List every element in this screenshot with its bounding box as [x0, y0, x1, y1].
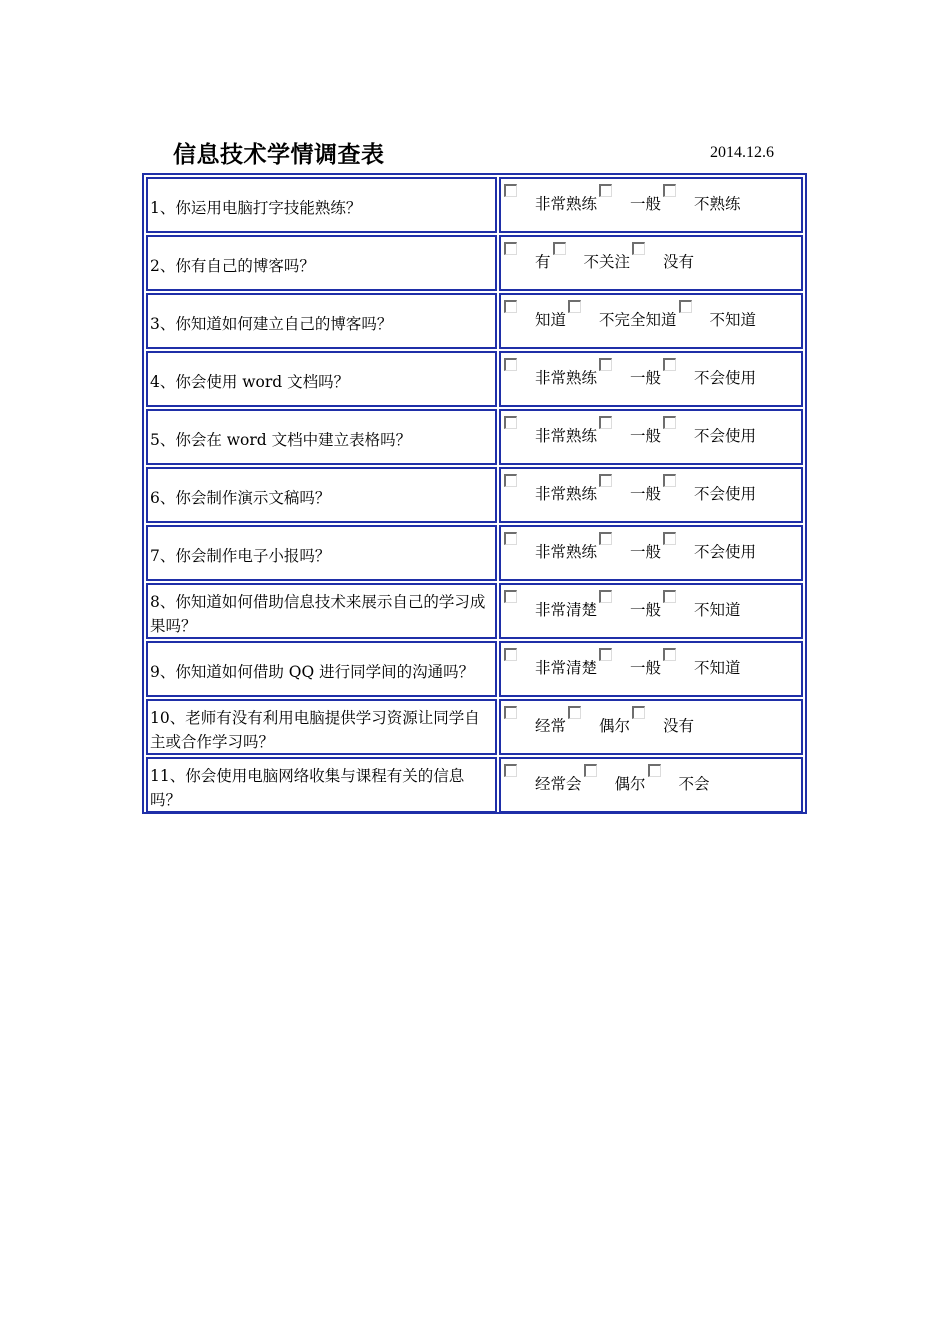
option-checkbox[interactable] [663, 416, 676, 429]
options-cell [499, 641, 803, 697]
option-checkbox[interactable] [599, 184, 612, 197]
options-cell [499, 351, 803, 407]
option-checkbox[interactable] [504, 648, 517, 661]
question-text: 1、你运用电脑打字技能熟练？ [150, 199, 362, 217]
options-cell [499, 467, 803, 523]
question-text: 6、你会制作演示文稿吗？ [150, 489, 331, 507]
question-cell [146, 525, 497, 581]
option-label: 一般 [630, 195, 662, 213]
option-label: 非常清楚 [535, 659, 598, 677]
option-label: 经常 [535, 717, 567, 735]
option-label: 不关注 [583, 253, 631, 271]
question-text: 7、你会制作电子小报吗？ [150, 547, 331, 565]
options-cell [499, 757, 803, 813]
option-checkbox[interactable] [648, 764, 661, 777]
option-label: 非常熟练 [535, 543, 598, 561]
table-row [146, 641, 803, 697]
page-title: 信息技术学情调查表 [173, 142, 385, 168]
option-checkbox[interactable] [599, 416, 612, 429]
survey-table [142, 173, 807, 814]
option-checkbox[interactable] [553, 242, 566, 255]
option-label: 不知道 [694, 601, 741, 619]
options-cell [499, 293, 803, 349]
option-checkbox[interactable] [568, 706, 581, 719]
options-cell [499, 177, 803, 233]
option-checkbox[interactable] [568, 300, 581, 313]
option-checkbox[interactable] [632, 242, 645, 255]
question-text: 9、你知道如何借助 QQ 进行同学间的沟通吗？ [150, 663, 475, 681]
option-checkbox[interactable] [663, 474, 676, 487]
option-checkbox[interactable] [504, 706, 517, 719]
option-label: 偶尔 [614, 775, 646, 793]
option-checkbox[interactable] [599, 532, 612, 545]
table-row [146, 467, 803, 523]
option-checkbox[interactable] [663, 184, 676, 197]
option-label: 非常熟练 [535, 485, 598, 503]
table-row [146, 757, 803, 813]
option-label: 不会使用 [694, 427, 757, 445]
table-row [146, 293, 803, 349]
option-label: 有 [535, 253, 551, 271]
option-label: 非常熟练 [535, 427, 598, 445]
table-row [146, 409, 803, 465]
question-cell [146, 757, 497, 813]
option-label: 非常熟练 [535, 369, 598, 387]
question-cell [146, 583, 497, 639]
table-row [146, 351, 803, 407]
question-cell [146, 641, 497, 697]
question-cell [146, 235, 497, 291]
question-cell [146, 409, 497, 465]
option-label: 非常清楚 [535, 601, 598, 619]
option-label: 一般 [630, 427, 662, 445]
option-checkbox[interactable] [504, 300, 517, 313]
table-row [146, 525, 803, 581]
option-checkbox[interactable] [599, 474, 612, 487]
option-label: 不会使用 [694, 369, 757, 387]
option-label: 非常熟练 [535, 195, 598, 213]
option-label: 不知道 [709, 311, 757, 329]
question-text: 8、你知道如何借助信息技术来展示自己的学习成果吗？ [150, 593, 486, 635]
option-checkbox[interactable] [504, 474, 517, 487]
table-row [146, 235, 803, 291]
option-label: 一般 [630, 659, 662, 677]
question-cell [146, 699, 497, 755]
option-label: 不完全知道 [599, 311, 677, 329]
question-text: 2、你有自己的博客吗？ [150, 257, 315, 275]
option-label: 不熟练 [694, 195, 741, 213]
option-checkbox[interactable] [504, 590, 517, 603]
option-checkbox[interactable] [504, 358, 517, 371]
option-checkbox[interactable] [632, 706, 645, 719]
option-label: 一般 [630, 601, 662, 619]
option-checkbox[interactable] [599, 648, 612, 661]
question-text: 4、你会使用 word 文档吗？ [150, 373, 350, 391]
options-cell [499, 525, 803, 581]
option-checkbox[interactable] [584, 764, 597, 777]
option-label: 一般 [630, 369, 662, 387]
option-label: 知道 [535, 311, 567, 329]
question-text: 10、老师有没有利用电脑提供学习资源让同学自主或合作学习吗？ [150, 709, 480, 751]
option-label: 经常会 [535, 775, 582, 793]
option-checkbox[interactable] [504, 532, 517, 545]
question-cell [146, 177, 497, 233]
option-checkbox[interactable] [504, 416, 517, 429]
option-label: 没有 [663, 253, 695, 271]
question-text: 11、你会使用电脑网络收集与课程有关的信息吗？ [150, 767, 465, 809]
option-checkbox[interactable] [663, 590, 676, 603]
survey-date: 2014.12.6 [710, 144, 774, 161]
options-cell [499, 699, 803, 755]
option-checkbox[interactable] [663, 648, 676, 661]
option-label: 一般 [630, 485, 662, 503]
option-checkbox[interactable] [504, 184, 517, 197]
question-cell [146, 467, 497, 523]
option-checkbox[interactable] [663, 532, 676, 545]
question-text: 3、你知道如何建立自己的博客吗？ [150, 315, 393, 333]
question-cell [146, 351, 497, 407]
option-checkbox[interactable] [599, 590, 612, 603]
option-label: 没有 [663, 717, 695, 735]
options-cell [499, 583, 803, 639]
option-checkbox[interactable] [663, 358, 676, 371]
table-row [146, 699, 803, 755]
option-label: 不会 [678, 775, 710, 793]
question-cell [146, 293, 497, 349]
option-label: 一般 [630, 543, 662, 561]
option-label: 偶尔 [599, 717, 631, 735]
options-cell [499, 235, 803, 291]
option-checkbox[interactable] [679, 300, 692, 313]
question-text: 5、你会在 word 文档中建立表格吗？ [150, 431, 412, 449]
option-checkbox[interactable] [599, 358, 612, 371]
option-label: 不知道 [694, 659, 741, 677]
option-label: 不会使用 [694, 543, 757, 561]
option-checkbox[interactable] [504, 242, 517, 255]
option-label: 不会使用 [694, 485, 757, 503]
table-row [146, 583, 803, 639]
table-row [146, 177, 803, 233]
option-checkbox[interactable] [504, 764, 517, 777]
options-cell [499, 409, 803, 465]
